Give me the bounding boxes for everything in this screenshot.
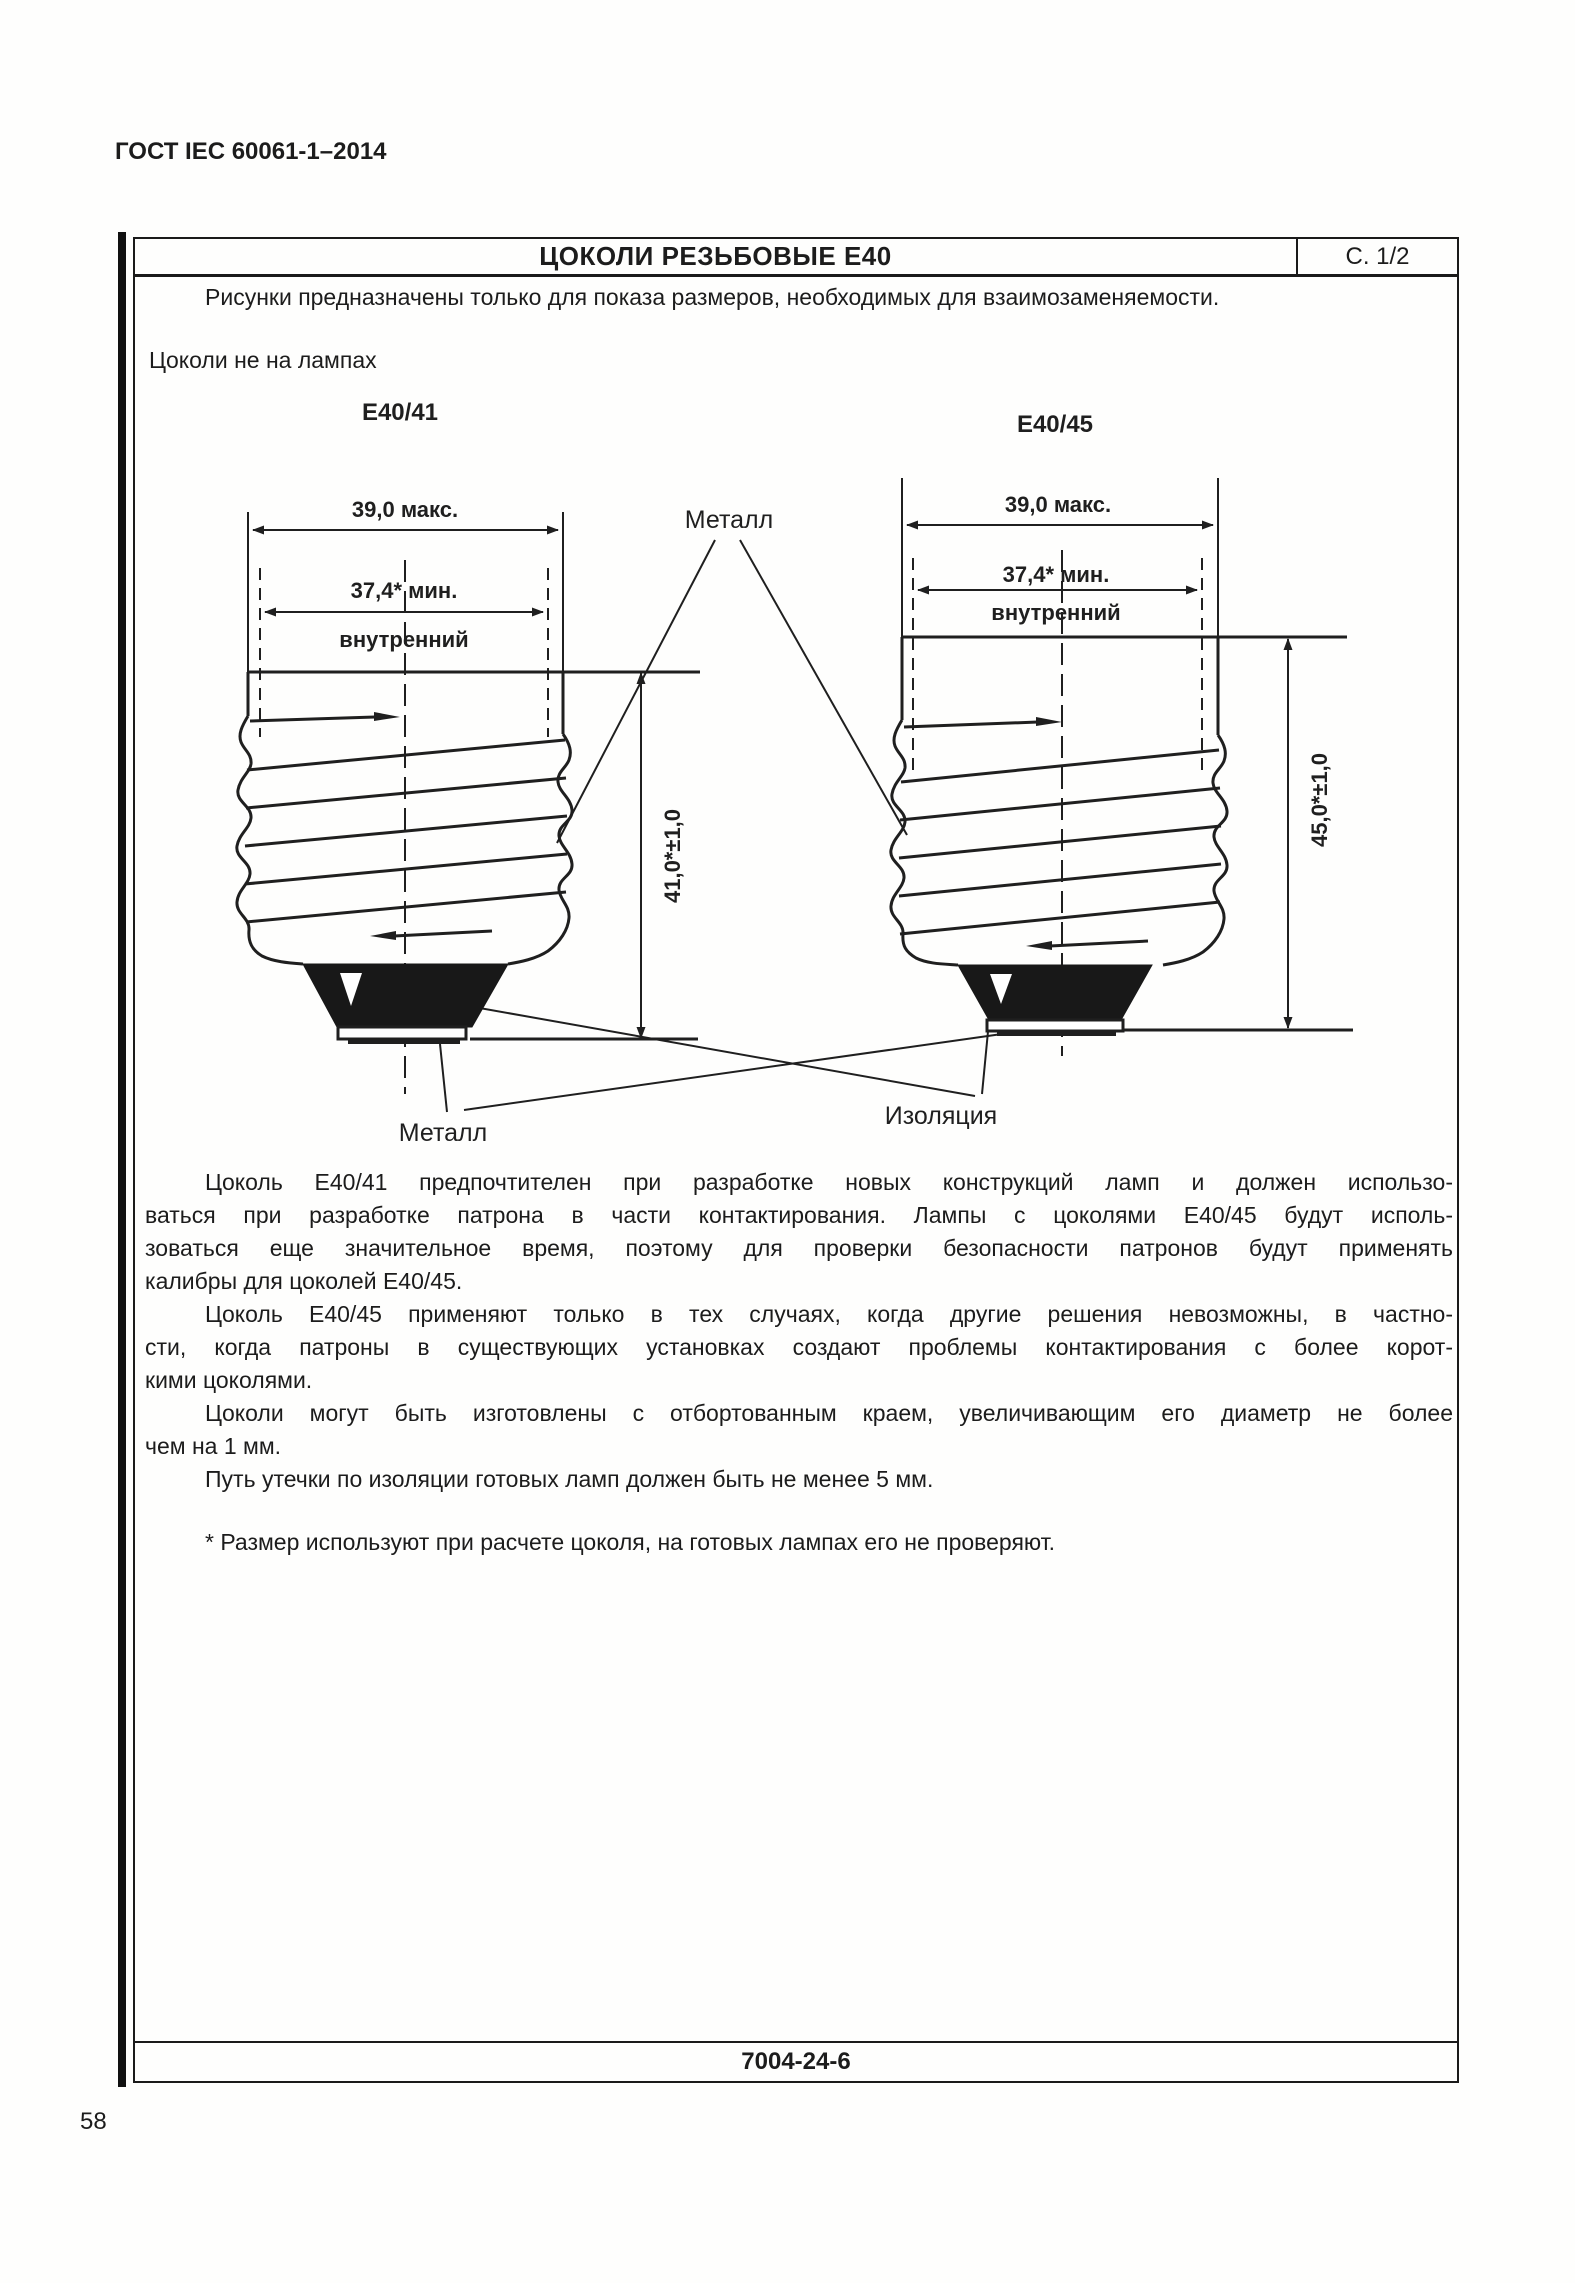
intro-line: Рисунки предназначены только для показа размеров, необходимых для взаимозаменяемости. <box>205 284 1220 310</box>
dim-374-right-word: внутренний <box>991 600 1121 625</box>
sheet-title: ЦОКОЛИ РЕЗЬБОВЫЕ Е40 <box>539 241 892 271</box>
paragraph: Цоколи могут быть изготовлены с отбортованным краем, увеличивающим его диаметр не более чем на 1 мм. <box>145 1400 1453 1459</box>
dim-374-left-word: внутренний <box>339 627 469 652</box>
insulation-cone-left <box>303 964 508 1044</box>
metal-label-top: Металл <box>684 506 774 534</box>
metal-label-bottom: Металл <box>398 1119 488 1147</box>
page-number: 58 <box>80 2108 107 2135</box>
subtitle: Цоколи не на лампах <box>149 347 377 373</box>
dim-374-right: 37,4* мин. <box>1002 562 1110 587</box>
footnote: * Размер используют при расчете цоколя, на готовых лампах его не проверяют. <box>205 1529 1056 1555</box>
sheet-ref: С. 1/2 <box>1296 239 1457 274</box>
dim-39-left: 39,0 макс. <box>351 497 459 522</box>
insulation-label: Изоляция <box>884 1102 998 1130</box>
paragraph: Путь утечки по изоляции готовых ламп должен быть не менее 5 мм. <box>205 1466 934 1492</box>
document-header: ГОСТ IEC 60061-1–2014 <box>115 138 387 165</box>
dim-45-right: 45,0*±1,0 <box>1307 752 1332 848</box>
contact-plate-left <box>338 1027 466 1039</box>
dim-41-left: 41,0*±1,0 <box>660 808 685 904</box>
insulation-cone-right <box>958 965 1152 1036</box>
dim-39-right: 39,0 макс. <box>1004 492 1112 517</box>
dim-374-left: 37,4* мин. <box>350 578 458 603</box>
right-base-label: Е40/45 <box>1016 411 1094 438</box>
paragraph: Цоколь Е40/45 применяют только в тех случаях, когда другие решения невозможны, в частно- сти, когда патроны в существующих установках создают проблемы контактирования с более корот- кими цоколями. <box>145 1301 1453 1393</box>
left-base-label: Е40/41 <box>361 399 439 426</box>
contact-plate-right <box>987 1020 1123 1031</box>
paragraph: Цоколь Е40/41 предпочтителен при разработке новых конструкций ламп и должен использо- ваться при разработке патрона в части контактирования. Лампы с цоколями Е40/45 будут исполь- зоваться еще значительное время, поэтому для проверки безопасности патронов будут применять калибры для цоколей Е40/45. <box>145 1169 1453 1294</box>
footer-code: 7004-24-6 <box>741 2048 851 2075</box>
